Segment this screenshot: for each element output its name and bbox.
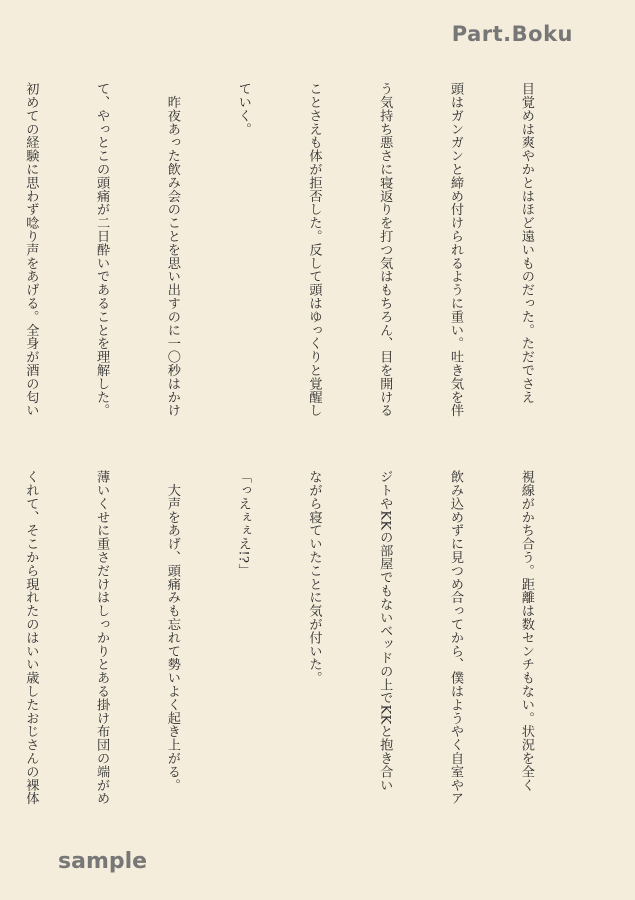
text-line: 「っえぇぇえ!?」 <box>235 470 251 577</box>
text-line: くれて、そこから現れたのはいい歳したおじさんの裸体 <box>23 470 39 805</box>
text-line: 初めての経験に思わず唸り声をあげる。全身が酒の匂い <box>23 82 39 417</box>
text-line: 飲み込めずに見つめ合ってから、僕はようやく自室やア <box>448 470 464 805</box>
text-line: ながら寝ていたことに気が付いた。 <box>306 470 322 685</box>
text-line: 昨夜あった飲み会のことを思い出すのに一〇秒はかけ <box>164 82 180 417</box>
text-line: ことさえも体が拒否した。反して頭はゆっくりと覚醒し <box>306 82 322 417</box>
text-line: う気持ち悪さに寝返りを打つ気はもちろん、目を開ける <box>377 82 393 417</box>
text-line: 薄いくせに重さだけはしっかりとある掛け布団の端がめ <box>94 470 110 805</box>
text-line: ジトやKKの部屋でもないベッドの上でKKと抱き合い <box>377 470 393 792</box>
text-line: ていく。 <box>235 82 251 136</box>
text-line: 大声をあげ、頭痛みも忘れて勢いよく起き上がる。 <box>164 470 180 792</box>
text-line: 視線がかち合う。距離は数センチもない。状況を全く <box>518 470 534 792</box>
sample-watermark: sample <box>58 849 148 874</box>
text-line: 目覚めは爽やかとはほど遠いものだった。ただでさえ <box>518 82 534 404</box>
text-line: 頭はガンガンと締め付けられるように重い。吐き気を伴 <box>448 82 464 417</box>
lower-text-block <box>23 470 585 890</box>
part-title: Part.Boku <box>451 22 573 46</box>
text-line: て、やっとこの頭痛が二日酔いであることを理解した。 <box>94 82 110 417</box>
